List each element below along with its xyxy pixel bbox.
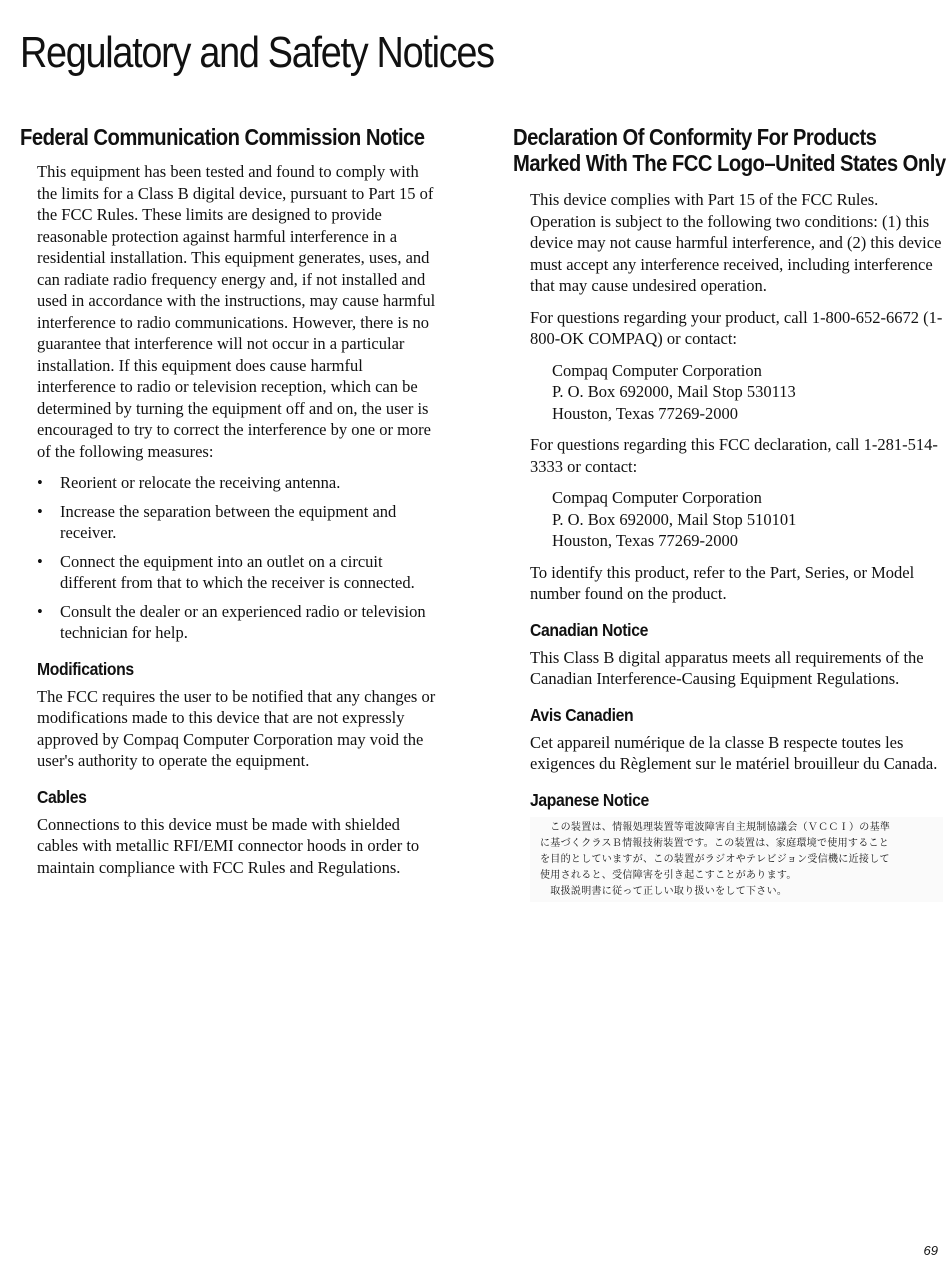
avis-canadien-heading: Avis Canadien	[530, 704, 634, 725]
japanese-notice-text	[530, 817, 943, 902]
list-item-text: Reorient or relocate the receiving antenna.	[60, 473, 341, 492]
declaration-heading-line2: Marked With The FCC Logo–United States Only	[513, 150, 946, 176]
list-item-text: Increase the separation between the equipment and receiver.	[60, 501, 397, 542]
product-questions-text: For questions regarding your product, call 1-800-652-6672 (1-800-OK COMPAQ) or contact:	[530, 307, 943, 348]
list-item	[37, 551, 440, 594]
page-number: 69	[923, 1243, 938, 1258]
japanese-line: 取扱説明書に従って正しい取り扱いをして下さい。	[540, 885, 788, 897]
address-line: Compaq Computer Corporation	[552, 360, 762, 380]
modifications-heading: Modifications	[37, 658, 134, 679]
address-line: Houston, Texas 77269-2000	[552, 531, 738, 550]
japanese-notice-heading: Japanese Notice	[530, 789, 649, 810]
canadian-notice-heading: Canadian Notice	[530, 619, 649, 640]
bullet: •	[37, 601, 43, 621]
declaration-questions-text: For questions regarding this FCC declaration, call 1-281-514-3333 or contact:	[530, 435, 938, 476]
right-column	[513, 124, 946, 902]
address-line: P. O. Box 692000, Mail Stop 530113	[552, 382, 796, 401]
japanese-line: を目的としていますが、この装置がラジオやテレビジョン受信機に近接して	[540, 853, 890, 865]
address-line: Compaq Computer Corporation	[552, 488, 762, 507]
left-column	[20, 124, 440, 888]
address-line: Houston, Texas 77269-2000	[552, 403, 738, 423]
list-item	[37, 501, 440, 544]
cables-text: Connections to this device must be made with shielded cables with metallic RFI/EMI connector hoods in order to maintain compliance with FCC Rules and Regulations.	[37, 814, 420, 877]
compliance-text: This device complies with Part 15 of the FCC Rules. Operation is subject to the following two conditions: (1) this device may not cause harmful interference, and (2) this device must accept any interference received, including interference that may cause undesired operation.	[530, 190, 942, 295]
modifications-text: The FCC requires the user to be notified that any changes or modifications made to this device that are not expressly approved by Compaq Computer Corporation may void the user's authority to operate the equipment.	[37, 686, 436, 770]
list-item	[37, 472, 440, 494]
measures-list	[37, 472, 440, 644]
declaration-heading	[513, 124, 946, 176]
address-block	[530, 487, 943, 552]
bullet: •	[37, 551, 43, 571]
address-block	[530, 360, 943, 425]
avis-canadien-text: Cet appareil numérique de la classe B respecte toutes les exigences du Règlement sur le matériel brouilleur du Canada.	[530, 732, 938, 773]
japanese-line: 使用されると、受信障害を引き起こすことがあります。	[540, 869, 797, 881]
fcc-notice-text: This equipment has been tested and found to comply with the limits for a Class B digital device, pursuant to Part 15 of the FCC Rules. These limits are designed to provide reasonable protection against harmful interference in a residential installation. This equipment generates, uses, and can radiate radio frequency energy and, if not installed and used in accordance with the instructions, may cause harmful interference to radio communications. However, there is no guarantee that interference will not occur in a particular installation. If this equipment does cause harmful interference to radio or television reception, which can be determined by turning the equipment off and on, the user is encouraged to try to correct the interference by one or more of the following measures:	[37, 162, 436, 461]
identify-text: To identify this product, refer to the Part, Series, or Model number found on the product.	[530, 562, 915, 603]
fcc-notice-heading: Federal Communication Commission Notice	[20, 124, 425, 150]
cables-heading: Cables	[37, 786, 87, 807]
list-item	[37, 601, 440, 644]
list-item-text: Connect the equipment into an outlet on a circuit different from that to which the receiver is connected.	[60, 551, 415, 592]
list-item-text: Consult the dealer or an experienced radio or television technician for help.	[60, 601, 426, 642]
japanese-line: に基づくクラスＢ情報技術装置です。この装置は、家庭環境で使用すること	[540, 837, 890, 849]
bullet: •	[37, 473, 43, 492]
bullet: •	[37, 501, 43, 521]
address-line: P. O. Box 692000, Mail Stop 510101	[552, 509, 797, 529]
page-title: Regulatory and Safety Notices	[20, 28, 494, 77]
canadian-notice-text: This Class B digital apparatus meets all requirements of the Canadian Interference-Causing Equipment Regulations.	[530, 647, 924, 688]
declaration-heading-line1: Declaration Of Conformity For Products	[513, 124, 877, 150]
japanese-line: この装置は、情報処理装置等電波障害自主規制協議会（ＶＣＣＩ）の基準	[540, 821, 891, 833]
